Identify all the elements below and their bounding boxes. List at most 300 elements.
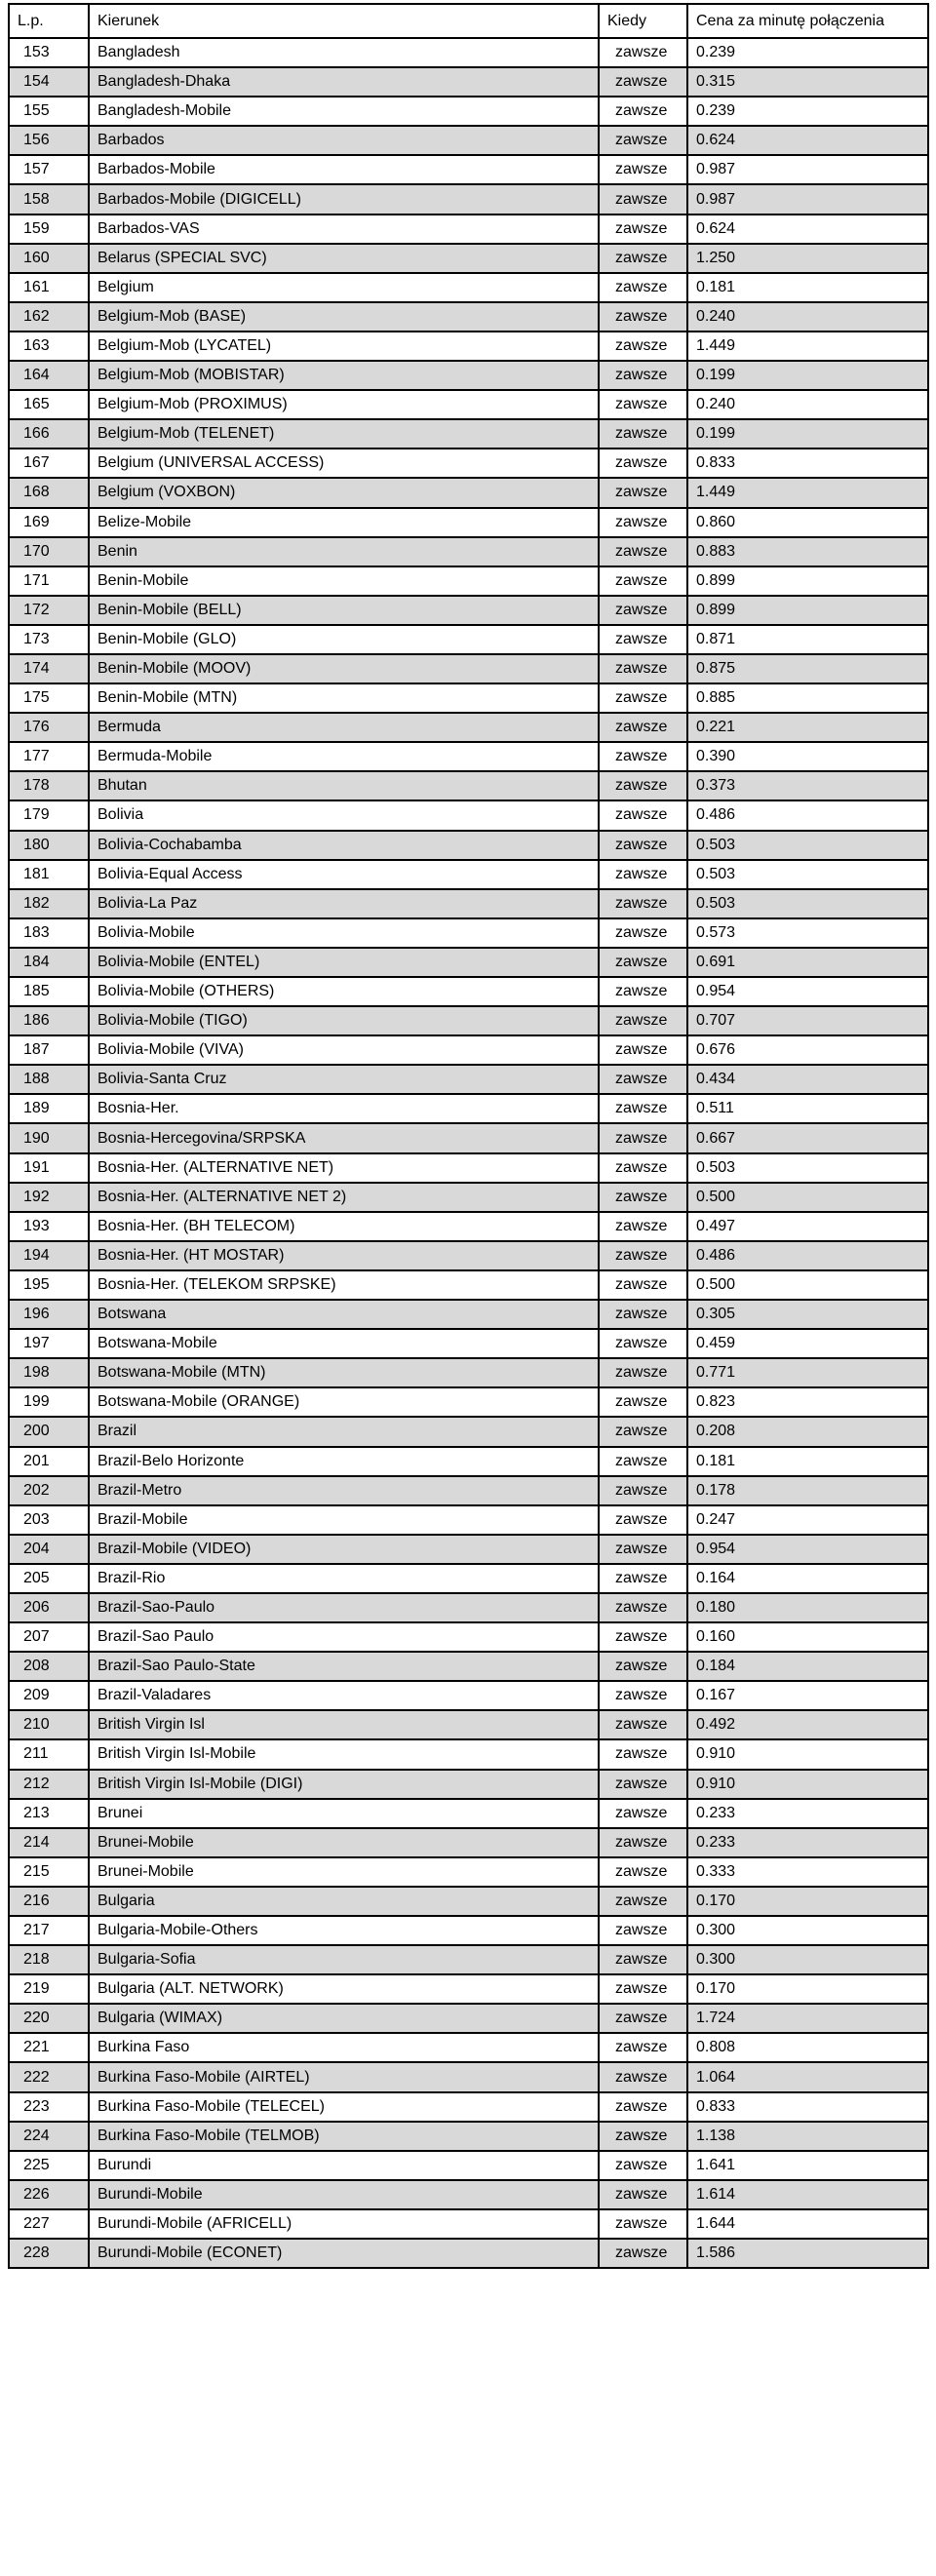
header-when: Kiedy (599, 4, 687, 38)
table-row (9, 1770, 928, 1799)
cell-when: zawsze (599, 1652, 687, 1681)
cell-price: 0.240 (687, 302, 928, 332)
table-row (9, 419, 928, 449)
cell-lp: 213 (9, 1799, 89, 1828)
cell-price: 0.233 (687, 1828, 928, 1857)
table-row (9, 2151, 928, 2180)
cell-direction: Benin-Mobile (GLO) (89, 625, 599, 654)
table-row (9, 1564, 928, 1593)
cell-lp: 197 (9, 1329, 89, 1358)
cell-price: 0.180 (687, 1593, 928, 1622)
cell-when: zawsze (599, 449, 687, 478)
table-row (9, 2122, 928, 2151)
table-row (9, 1887, 928, 1916)
cell-lp: 190 (9, 1123, 89, 1152)
cell-price: 0.239 (687, 97, 928, 126)
cell-direction: Bolivia-Equal Access (89, 860, 599, 889)
cell-lp: 222 (9, 2062, 89, 2091)
cell-price: 0.240 (687, 390, 928, 419)
cell-lp: 169 (9, 508, 89, 537)
table-row (9, 38, 928, 67)
table-row (9, 1476, 928, 1505)
cell-price: 0.987 (687, 155, 928, 184)
table-row (9, 654, 928, 683)
cell-lp: 188 (9, 1065, 89, 1094)
cell-when: zawsze (599, 1681, 687, 1710)
cell-price: 0.333 (687, 1857, 928, 1887)
cell-when: zawsze (599, 1564, 687, 1593)
cell-when: zawsze (599, 1476, 687, 1505)
cell-lp: 161 (9, 273, 89, 302)
cell-price: 0.676 (687, 1035, 928, 1065)
table-row (9, 1094, 928, 1123)
cell-direction: Burundi (89, 2151, 599, 2180)
cell-price: 0.808 (687, 2033, 928, 2062)
cell-lp: 216 (9, 1887, 89, 1916)
cell-direction: Botswana (89, 1300, 599, 1329)
cell-when: zawsze (599, 1770, 687, 1799)
table-row (9, 1739, 928, 1769)
cell-direction: Barbados-Mobile (89, 155, 599, 184)
cell-direction: Brunei (89, 1799, 599, 1828)
cell-direction: Burundi-Mobile (89, 2180, 599, 2209)
table-row (9, 566, 928, 596)
table-row (9, 1505, 928, 1535)
cell-lp: 176 (9, 713, 89, 742)
table-row (9, 97, 928, 126)
cell-price: 0.954 (687, 1535, 928, 1564)
cell-direction: Brunei-Mobile (89, 1828, 599, 1857)
table-row (9, 361, 928, 390)
cell-price: 0.871 (687, 625, 928, 654)
cell-lp: 157 (9, 155, 89, 184)
cell-price: 0.247 (687, 1505, 928, 1535)
cell-price: 0.954 (687, 977, 928, 1006)
cell-direction: Brazil-Sao-Paulo (89, 1593, 599, 1622)
table-row (9, 1945, 928, 1974)
table-row (9, 2209, 928, 2239)
cell-price: 0.899 (687, 596, 928, 625)
cell-when: zawsze (599, 390, 687, 419)
table-row (9, 860, 928, 889)
table-row (9, 1417, 928, 1446)
cell-price: 0.233 (687, 1799, 928, 1828)
cell-price: 1.586 (687, 2239, 928, 2268)
cell-lp: 215 (9, 1857, 89, 1887)
cell-lp: 175 (9, 683, 89, 713)
cell-price: 1.724 (687, 2004, 928, 2033)
cell-price: 0.459 (687, 1329, 928, 1358)
cell-price: 0.833 (687, 2092, 928, 2122)
cell-when: zawsze (599, 1387, 687, 1417)
table-row (9, 273, 928, 302)
cell-price: 0.390 (687, 742, 928, 771)
cell-price: 0.167 (687, 1681, 928, 1710)
cell-direction: Botswana-Mobile (89, 1329, 599, 1358)
table-row (9, 1799, 928, 1828)
table-row (9, 1065, 928, 1094)
cell-when: zawsze (599, 948, 687, 977)
cell-lp: 185 (9, 977, 89, 1006)
cell-price: 0.511 (687, 1094, 928, 1123)
table-row (9, 1710, 928, 1739)
cell-direction: Bolivia-Mobile (89, 918, 599, 948)
table-row (9, 537, 928, 566)
cell-direction: Bosnia-Her. (ALTERNATIVE NET 2) (89, 1183, 599, 1212)
cell-lp: 223 (9, 2092, 89, 2122)
cell-direction: Barbados (89, 126, 599, 155)
cell-direction: Burkina Faso (89, 2033, 599, 2062)
cell-price: 0.305 (687, 1300, 928, 1329)
cell-when: zawsze (599, 2209, 687, 2239)
table-row (9, 2180, 928, 2209)
cell-direction: Belgium-Mob (LYCATEL) (89, 332, 599, 361)
table-row (9, 1329, 928, 1358)
cell-direction: Belgium-Mob (PROXIMUS) (89, 390, 599, 419)
cell-when: zawsze (599, 1358, 687, 1387)
cell-when: zawsze (599, 2180, 687, 2209)
cell-price: 0.181 (687, 273, 928, 302)
cell-price: 0.208 (687, 1417, 928, 1446)
cell-direction: Burundi-Mobile (ECONET) (89, 2239, 599, 2268)
cell-when: zawsze (599, 566, 687, 596)
cell-lp: 225 (9, 2151, 89, 2180)
cell-when: zawsze (599, 977, 687, 1006)
cell-when: zawsze (599, 67, 687, 97)
cell-lp: 192 (9, 1183, 89, 1212)
cell-lp: 191 (9, 1153, 89, 1183)
cell-lp: 195 (9, 1270, 89, 1300)
cell-when: zawsze (599, 184, 687, 214)
cell-price: 0.486 (687, 1241, 928, 1270)
cell-lp: 167 (9, 449, 89, 478)
cell-when: zawsze (599, 1857, 687, 1887)
header-row (9, 4, 928, 38)
cell-direction: Bolivia (89, 800, 599, 830)
cell-lp: 210 (9, 1710, 89, 1739)
cell-lp: 211 (9, 1739, 89, 1769)
cell-when: zawsze (599, 625, 687, 654)
cell-lp: 206 (9, 1593, 89, 1622)
table-row (9, 2033, 928, 2062)
cell-direction: British Virgin Isl-Mobile (DIGI) (89, 1770, 599, 1799)
cell-lp: 159 (9, 215, 89, 244)
cell-direction: Brazil-Valadares (89, 1681, 599, 1710)
cell-direction: Bolivia-Cochabamba (89, 831, 599, 860)
cell-lp: 221 (9, 2033, 89, 2062)
cell-when: zawsze (599, 1035, 687, 1065)
cell-lp: 204 (9, 1535, 89, 1564)
cell-price: 0.910 (687, 1739, 928, 1769)
cell-when: zawsze (599, 155, 687, 184)
cell-lp: 199 (9, 1387, 89, 1417)
table-row (9, 1974, 928, 2004)
table-row (9, 1270, 928, 1300)
table-row (9, 1387, 928, 1417)
cell-price: 0.883 (687, 537, 928, 566)
price-table (8, 3, 929, 2269)
cell-price: 1.064 (687, 2062, 928, 2091)
cell-direction: Burkina Faso-Mobile (TELMOB) (89, 2122, 599, 2151)
cell-price: 0.500 (687, 1183, 928, 1212)
table-row (9, 1828, 928, 1857)
cell-lp: 189 (9, 1094, 89, 1123)
table-row (9, 1358, 928, 1387)
cell-lp: 181 (9, 860, 89, 889)
table-row (9, 1447, 928, 1476)
table-row (9, 977, 928, 1006)
cell-direction: British Virgin Isl-Mobile (89, 1739, 599, 1769)
cell-when: zawsze (599, 1123, 687, 1152)
cell-direction: Belarus (SPECIAL SVC) (89, 244, 599, 273)
cell-lp: 207 (9, 1622, 89, 1652)
cell-when: zawsze (599, 1447, 687, 1476)
table-row (9, 332, 928, 361)
cell-direction: Burundi-Mobile (AFRICELL) (89, 2209, 599, 2239)
cell-lp: 183 (9, 918, 89, 948)
cell-lp: 214 (9, 1828, 89, 1857)
cell-price: 0.707 (687, 1006, 928, 1035)
table-row (9, 742, 928, 771)
cell-direction: Bolivia-Mobile (VIVA) (89, 1035, 599, 1065)
cell-direction: Bangladesh-Mobile (89, 97, 599, 126)
cell-price: 0.170 (687, 1974, 928, 2004)
cell-lp: 218 (9, 1945, 89, 1974)
cell-price: 0.860 (687, 508, 928, 537)
cell-price: 0.164 (687, 1564, 928, 1593)
cell-direction: Bosnia-Her. (BH TELECOM) (89, 1212, 599, 1241)
cell-lp: 153 (9, 38, 89, 67)
cell-price: 0.373 (687, 771, 928, 800)
cell-when: zawsze (599, 1329, 687, 1358)
cell-direction: Botswana-Mobile (ORANGE) (89, 1387, 599, 1417)
cell-price: 1.250 (687, 244, 928, 273)
cell-direction: Bosnia-Hercegovina/SRPSKA (89, 1123, 599, 1152)
cell-when: zawsze (599, 244, 687, 273)
cell-when: zawsze (599, 2092, 687, 2122)
cell-when: zawsze (599, 1505, 687, 1535)
table-row (9, 449, 928, 478)
cell-direction: Bosnia-Her. (TELEKOM SRPSKE) (89, 1270, 599, 1300)
table-row (9, 1593, 928, 1622)
cell-lp: 156 (9, 126, 89, 155)
cell-when: zawsze (599, 713, 687, 742)
cell-when: zawsze (599, 800, 687, 830)
cell-price: 0.239 (687, 38, 928, 67)
cell-direction: Brazil-Sao Paulo-State (89, 1652, 599, 1681)
cell-lp: 182 (9, 889, 89, 918)
cell-direction: Benin-Mobile (MOOV) (89, 654, 599, 683)
cell-when: zawsze (599, 1241, 687, 1270)
table-row (9, 683, 928, 713)
cell-direction: Bosnia-Her. (89, 1094, 599, 1123)
table-row (9, 1123, 928, 1152)
cell-direction: Brazil-Metro (89, 1476, 599, 1505)
table-row (9, 2004, 928, 2033)
table-row (9, 2062, 928, 2091)
cell-when: zawsze (599, 1153, 687, 1183)
cell-when: zawsze (599, 1974, 687, 2004)
cell-lp: 173 (9, 625, 89, 654)
cell-price: 0.573 (687, 918, 928, 948)
cell-when: zawsze (599, 1828, 687, 1857)
cell-direction: Burkina Faso-Mobile (AIRTEL) (89, 2062, 599, 2091)
cell-price: 1.449 (687, 332, 928, 361)
cell-when: zawsze (599, 1622, 687, 1652)
cell-lp: 224 (9, 2122, 89, 2151)
cell-lp: 205 (9, 1564, 89, 1593)
cell-lp: 196 (9, 1300, 89, 1329)
cell-direction: Belgium-Mob (MOBISTAR) (89, 361, 599, 390)
cell-price: 1.641 (687, 2151, 928, 2180)
cell-price: 0.315 (687, 67, 928, 97)
cell-price: 0.184 (687, 1652, 928, 1681)
cell-price: 0.492 (687, 1710, 928, 1739)
cell-direction: Brazil-Sao Paulo (89, 1622, 599, 1652)
cell-when: zawsze (599, 1212, 687, 1241)
cell-when: zawsze (599, 1183, 687, 1212)
table-row (9, 155, 928, 184)
cell-direction: Bolivia-La Paz (89, 889, 599, 918)
cell-price: 0.500 (687, 1270, 928, 1300)
cell-direction: Bangladesh (89, 38, 599, 67)
table-row (9, 1652, 928, 1681)
cell-when: zawsze (599, 771, 687, 800)
cell-when: zawsze (599, 683, 687, 713)
table-row (9, 2239, 928, 2268)
cell-lp: 227 (9, 2209, 89, 2239)
cell-lp: 208 (9, 1652, 89, 1681)
table-row (9, 1681, 928, 1710)
cell-lp: 177 (9, 742, 89, 771)
cell-price: 0.987 (687, 184, 928, 214)
cell-lp: 203 (9, 1505, 89, 1535)
cell-lp: 164 (9, 361, 89, 390)
cell-price: 0.771 (687, 1358, 928, 1387)
cell-when: zawsze (599, 302, 687, 332)
cell-lp: 219 (9, 1974, 89, 2004)
table-row (9, 713, 928, 742)
cell-direction: Bermuda-Mobile (89, 742, 599, 771)
cell-price: 0.503 (687, 889, 928, 918)
cell-lp: 220 (9, 2004, 89, 2033)
table-row (9, 126, 928, 155)
table-row (9, 390, 928, 419)
cell-when: zawsze (599, 918, 687, 948)
table-row (9, 244, 928, 273)
cell-direction: Bulgaria (89, 1887, 599, 1916)
cell-price: 1.138 (687, 2122, 928, 2151)
cell-when: zawsze (599, 361, 687, 390)
cell-price: 0.503 (687, 831, 928, 860)
cell-when: zawsze (599, 1710, 687, 1739)
table-row (9, 625, 928, 654)
cell-lp: 198 (9, 1358, 89, 1387)
cell-lp: 165 (9, 390, 89, 419)
cell-lp: 172 (9, 596, 89, 625)
cell-when: zawsze (599, 1887, 687, 1916)
cell-direction: Bolivia-Mobile (TIGO) (89, 1006, 599, 1035)
cell-direction: Bolivia-Santa Cruz (89, 1065, 599, 1094)
cell-direction: Belgium-Mob (TELENET) (89, 419, 599, 449)
cell-lp: 154 (9, 67, 89, 97)
cell-lp: 163 (9, 332, 89, 361)
cell-when: zawsze (599, 1006, 687, 1035)
cell-lp: 155 (9, 97, 89, 126)
cell-lp: 228 (9, 2239, 89, 2268)
cell-price: 0.823 (687, 1387, 928, 1417)
cell-direction: British Virgin Isl (89, 1710, 599, 1739)
cell-price: 0.181 (687, 1447, 928, 1476)
cell-when: zawsze (599, 537, 687, 566)
table-row (9, 508, 928, 537)
cell-lp: 186 (9, 1006, 89, 1035)
cell-when: zawsze (599, 2004, 687, 2033)
cell-direction: Benin-Mobile (BELL) (89, 596, 599, 625)
table-row (9, 1300, 928, 1329)
cell-price: 0.434 (687, 1065, 928, 1094)
cell-when: zawsze (599, 860, 687, 889)
header-lp: L.p. (9, 4, 89, 38)
cell-lp: 168 (9, 478, 89, 507)
cell-lp: 158 (9, 184, 89, 214)
cell-price: 0.178 (687, 1476, 928, 1505)
table-row (9, 771, 928, 800)
cell-lp: 178 (9, 771, 89, 800)
cell-lp: 200 (9, 1417, 89, 1446)
cell-lp: 184 (9, 948, 89, 977)
cell-direction: Belgium (VOXBON) (89, 478, 599, 507)
table-row (9, 1916, 928, 1945)
cell-direction: Bosnia-Her. (HT MOSTAR) (89, 1241, 599, 1270)
cell-price: 0.199 (687, 419, 928, 449)
cell-when: zawsze (599, 1799, 687, 1828)
cell-when: zawsze (599, 1535, 687, 1564)
cell-direction: Bolivia-Mobile (OTHERS) (89, 977, 599, 1006)
cell-direction: Barbados-Mobile (DIGICELL) (89, 184, 599, 214)
table-row (9, 2092, 928, 2122)
cell-lp: 170 (9, 537, 89, 566)
cell-lp: 193 (9, 1212, 89, 1241)
cell-direction: Bhutan (89, 771, 599, 800)
cell-direction: Brazil (89, 1417, 599, 1446)
cell-lp: 179 (9, 800, 89, 830)
table-row (9, 889, 928, 918)
cell-price: 1.644 (687, 2209, 928, 2239)
cell-price: 0.885 (687, 683, 928, 713)
cell-when: zawsze (599, 889, 687, 918)
table-row (9, 1006, 928, 1035)
cell-price: 0.300 (687, 1945, 928, 1974)
cell-direction: Belize-Mobile (89, 508, 599, 537)
cell-price: 0.875 (687, 654, 928, 683)
table-row (9, 215, 928, 244)
cell-when: zawsze (599, 1065, 687, 1094)
table-row (9, 1241, 928, 1270)
cell-price: 1.614 (687, 2180, 928, 2209)
cell-when: zawsze (599, 38, 687, 67)
cell-lp: 201 (9, 1447, 89, 1476)
cell-direction: Bulgaria-Mobile-Others (89, 1916, 599, 1945)
header-price: Cena za minutę połączenia (687, 4, 928, 38)
cell-when: zawsze (599, 2151, 687, 2180)
cell-price: 0.497 (687, 1212, 928, 1241)
cell-when: zawsze (599, 2033, 687, 2062)
cell-when: zawsze (599, 1417, 687, 1446)
cell-lp: 212 (9, 1770, 89, 1799)
cell-when: zawsze (599, 332, 687, 361)
cell-direction: Barbados-VAS (89, 215, 599, 244)
